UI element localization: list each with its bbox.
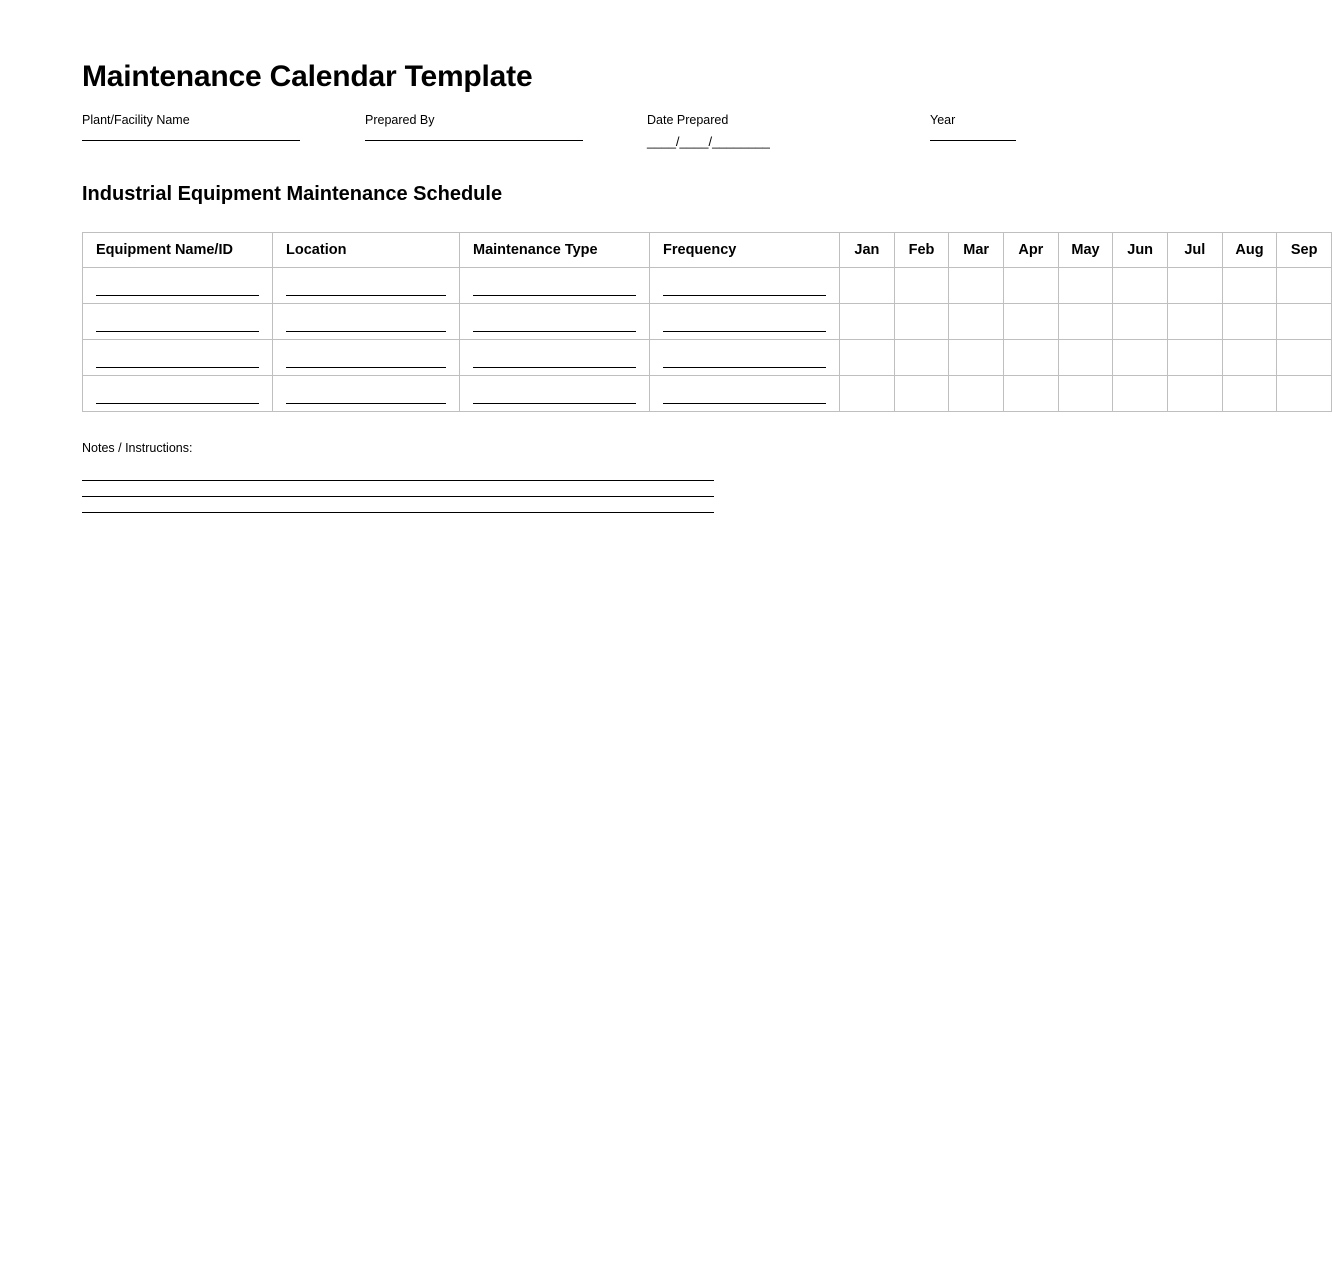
- column-header-month-sep: Sep: [1277, 233, 1332, 268]
- cell-location[interactable]: [273, 340, 460, 376]
- cell-month-jan[interactable]: [840, 304, 895, 340]
- column-header-month-apr: Apr: [1004, 233, 1059, 268]
- cell-equipment-name-id[interactable]: [83, 268, 273, 304]
- section-heading-schedule: Industrial Equipment Maintenance Schedule: [82, 183, 503, 205]
- cell-maintenance-type[interactable]: [459, 376, 649, 412]
- cell-write-line: [473, 331, 636, 332]
- cell-month-apr[interactable]: [1004, 340, 1059, 376]
- schedule-table-wrapper: [82, 232, 1332, 412]
- table-row: [83, 268, 1332, 304]
- cell-month-jan[interactable]: [840, 340, 895, 376]
- cell-write-line: [663, 331, 826, 332]
- cell-maintenance-type[interactable]: [459, 268, 649, 304]
- table-row: [83, 376, 1332, 412]
- cell-location[interactable]: [273, 304, 460, 340]
- column-header-frequency: Frequency: [650, 233, 840, 268]
- cell-equipment-name-id[interactable]: [83, 340, 273, 376]
- cell-month-jul[interactable]: [1167, 268, 1222, 304]
- cell-month-jul[interactable]: [1167, 304, 1222, 340]
- column-header-month-jun: Jun: [1113, 233, 1168, 268]
- cell-write-line: [286, 295, 446, 296]
- field-input-date-prepared[interactable]: ____/____/________: [647, 134, 770, 149]
- cell-month-jun[interactable]: [1113, 304, 1168, 340]
- cell-month-sep[interactable]: [1277, 268, 1332, 304]
- cell-month-mar[interactable]: [949, 304, 1004, 340]
- cell-month-mar[interactable]: [949, 376, 1004, 412]
- cell-equipment-name-id[interactable]: [83, 304, 273, 340]
- cell-month-jun[interactable]: [1113, 340, 1168, 376]
- cell-write-line: [663, 295, 826, 296]
- field-plant-facility-name: [82, 112, 300, 141]
- column-header-month-may: May: [1058, 233, 1113, 268]
- column-header-equipment-name-id: Equipment Name/ID: [83, 233, 273, 268]
- cell-month-mar[interactable]: [949, 340, 1004, 376]
- cell-month-feb[interactable]: [894, 304, 949, 340]
- meta-fields-row: [0, 112, 1278, 156]
- cell-location[interactable]: [273, 268, 460, 304]
- cell-frequency[interactable]: [650, 340, 840, 376]
- column-header-maintenance-type: Maintenance Type: [459, 233, 649, 268]
- cell-month-mar[interactable]: [949, 268, 1004, 304]
- field-input-plant-facility-name[interactable]: [82, 140, 300, 141]
- notes-write-line[interactable]: [82, 480, 714, 481]
- cell-month-aug[interactable]: [1222, 376, 1277, 412]
- cell-month-feb[interactable]: [894, 268, 949, 304]
- field-year: [930, 112, 1016, 141]
- column-header-month-aug: Aug: [1222, 233, 1277, 268]
- cell-month-feb[interactable]: [894, 376, 949, 412]
- cell-month-jun[interactable]: [1113, 268, 1168, 304]
- cell-month-may[interactable]: [1058, 340, 1113, 376]
- field-input-prepared-by[interactable]: [365, 140, 583, 141]
- field-prepared-by: [365, 112, 583, 141]
- column-header-location: Location: [273, 233, 460, 268]
- cell-write-line: [473, 367, 636, 368]
- notes-lines-group: [82, 480, 714, 528]
- cell-write-line: [96, 367, 259, 368]
- cell-month-jul[interactable]: [1167, 340, 1222, 376]
- cell-equipment-name-id[interactable]: [83, 376, 273, 412]
- table-row: [83, 304, 1332, 340]
- field-input-year[interactable]: [930, 140, 1016, 141]
- page-title: Maintenance Calendar Template: [82, 60, 533, 93]
- cell-month-sep[interactable]: [1277, 304, 1332, 340]
- notes-label: Notes / Instructions:: [82, 441, 193, 455]
- cell-month-aug[interactable]: [1222, 268, 1277, 304]
- cell-write-line: [96, 331, 259, 332]
- field-date-prepared: [647, 112, 847, 150]
- cell-month-may[interactable]: [1058, 268, 1113, 304]
- maintenance-schedule-table: [82, 232, 1332, 412]
- table-header-row: [83, 233, 1332, 268]
- cell-write-line: [473, 295, 636, 296]
- notes-write-line[interactable]: [82, 496, 714, 497]
- column-header-month-jul: Jul: [1167, 233, 1222, 268]
- cell-month-may[interactable]: [1058, 304, 1113, 340]
- cell-write-line: [663, 367, 826, 368]
- cell-write-line: [286, 367, 446, 368]
- field-label-prepared-by: Prepared By: [365, 113, 435, 127]
- cell-month-jan[interactable]: [840, 376, 895, 412]
- cell-month-aug[interactable]: [1222, 340, 1277, 376]
- column-header-month-jan: Jan: [840, 233, 895, 268]
- cell-month-aug[interactable]: [1222, 304, 1277, 340]
- cell-month-jun[interactable]: [1113, 376, 1168, 412]
- field-label-date-prepared: Date Prepared: [647, 113, 729, 127]
- cell-write-line: [96, 295, 259, 296]
- column-header-month-mar: Mar: [949, 233, 1004, 268]
- cell-maintenance-type[interactable]: [459, 304, 649, 340]
- cell-month-feb[interactable]: [894, 340, 949, 376]
- cell-month-jul[interactable]: [1167, 376, 1222, 412]
- cell-maintenance-type[interactable]: [459, 340, 649, 376]
- cell-month-sep[interactable]: [1277, 376, 1332, 412]
- cell-month-may[interactable]: [1058, 376, 1113, 412]
- cell-write-line: [286, 403, 446, 404]
- cell-month-sep[interactable]: [1277, 340, 1332, 376]
- table-row: [83, 340, 1332, 376]
- cell-month-apr[interactable]: [1004, 376, 1059, 412]
- cell-frequency[interactable]: [650, 376, 840, 412]
- field-label-plant-facility-name: Plant/Facility Name: [82, 113, 190, 127]
- cell-location[interactable]: [273, 376, 460, 412]
- cell-frequency[interactable]: [650, 304, 840, 340]
- cell-write-line: [663, 403, 826, 404]
- notes-write-line[interactable]: [82, 512, 714, 513]
- cell-write-line: [96, 403, 259, 404]
- cell-month-apr[interactable]: [1004, 268, 1059, 304]
- cell-month-apr[interactable]: [1004, 304, 1059, 340]
- cell-write-line: [286, 331, 446, 332]
- cell-write-line: [473, 403, 636, 404]
- field-label-year: Year: [930, 113, 956, 127]
- cell-frequency[interactable]: [650, 268, 840, 304]
- cell-month-jan[interactable]: [840, 268, 895, 304]
- column-header-month-feb: Feb: [894, 233, 949, 268]
